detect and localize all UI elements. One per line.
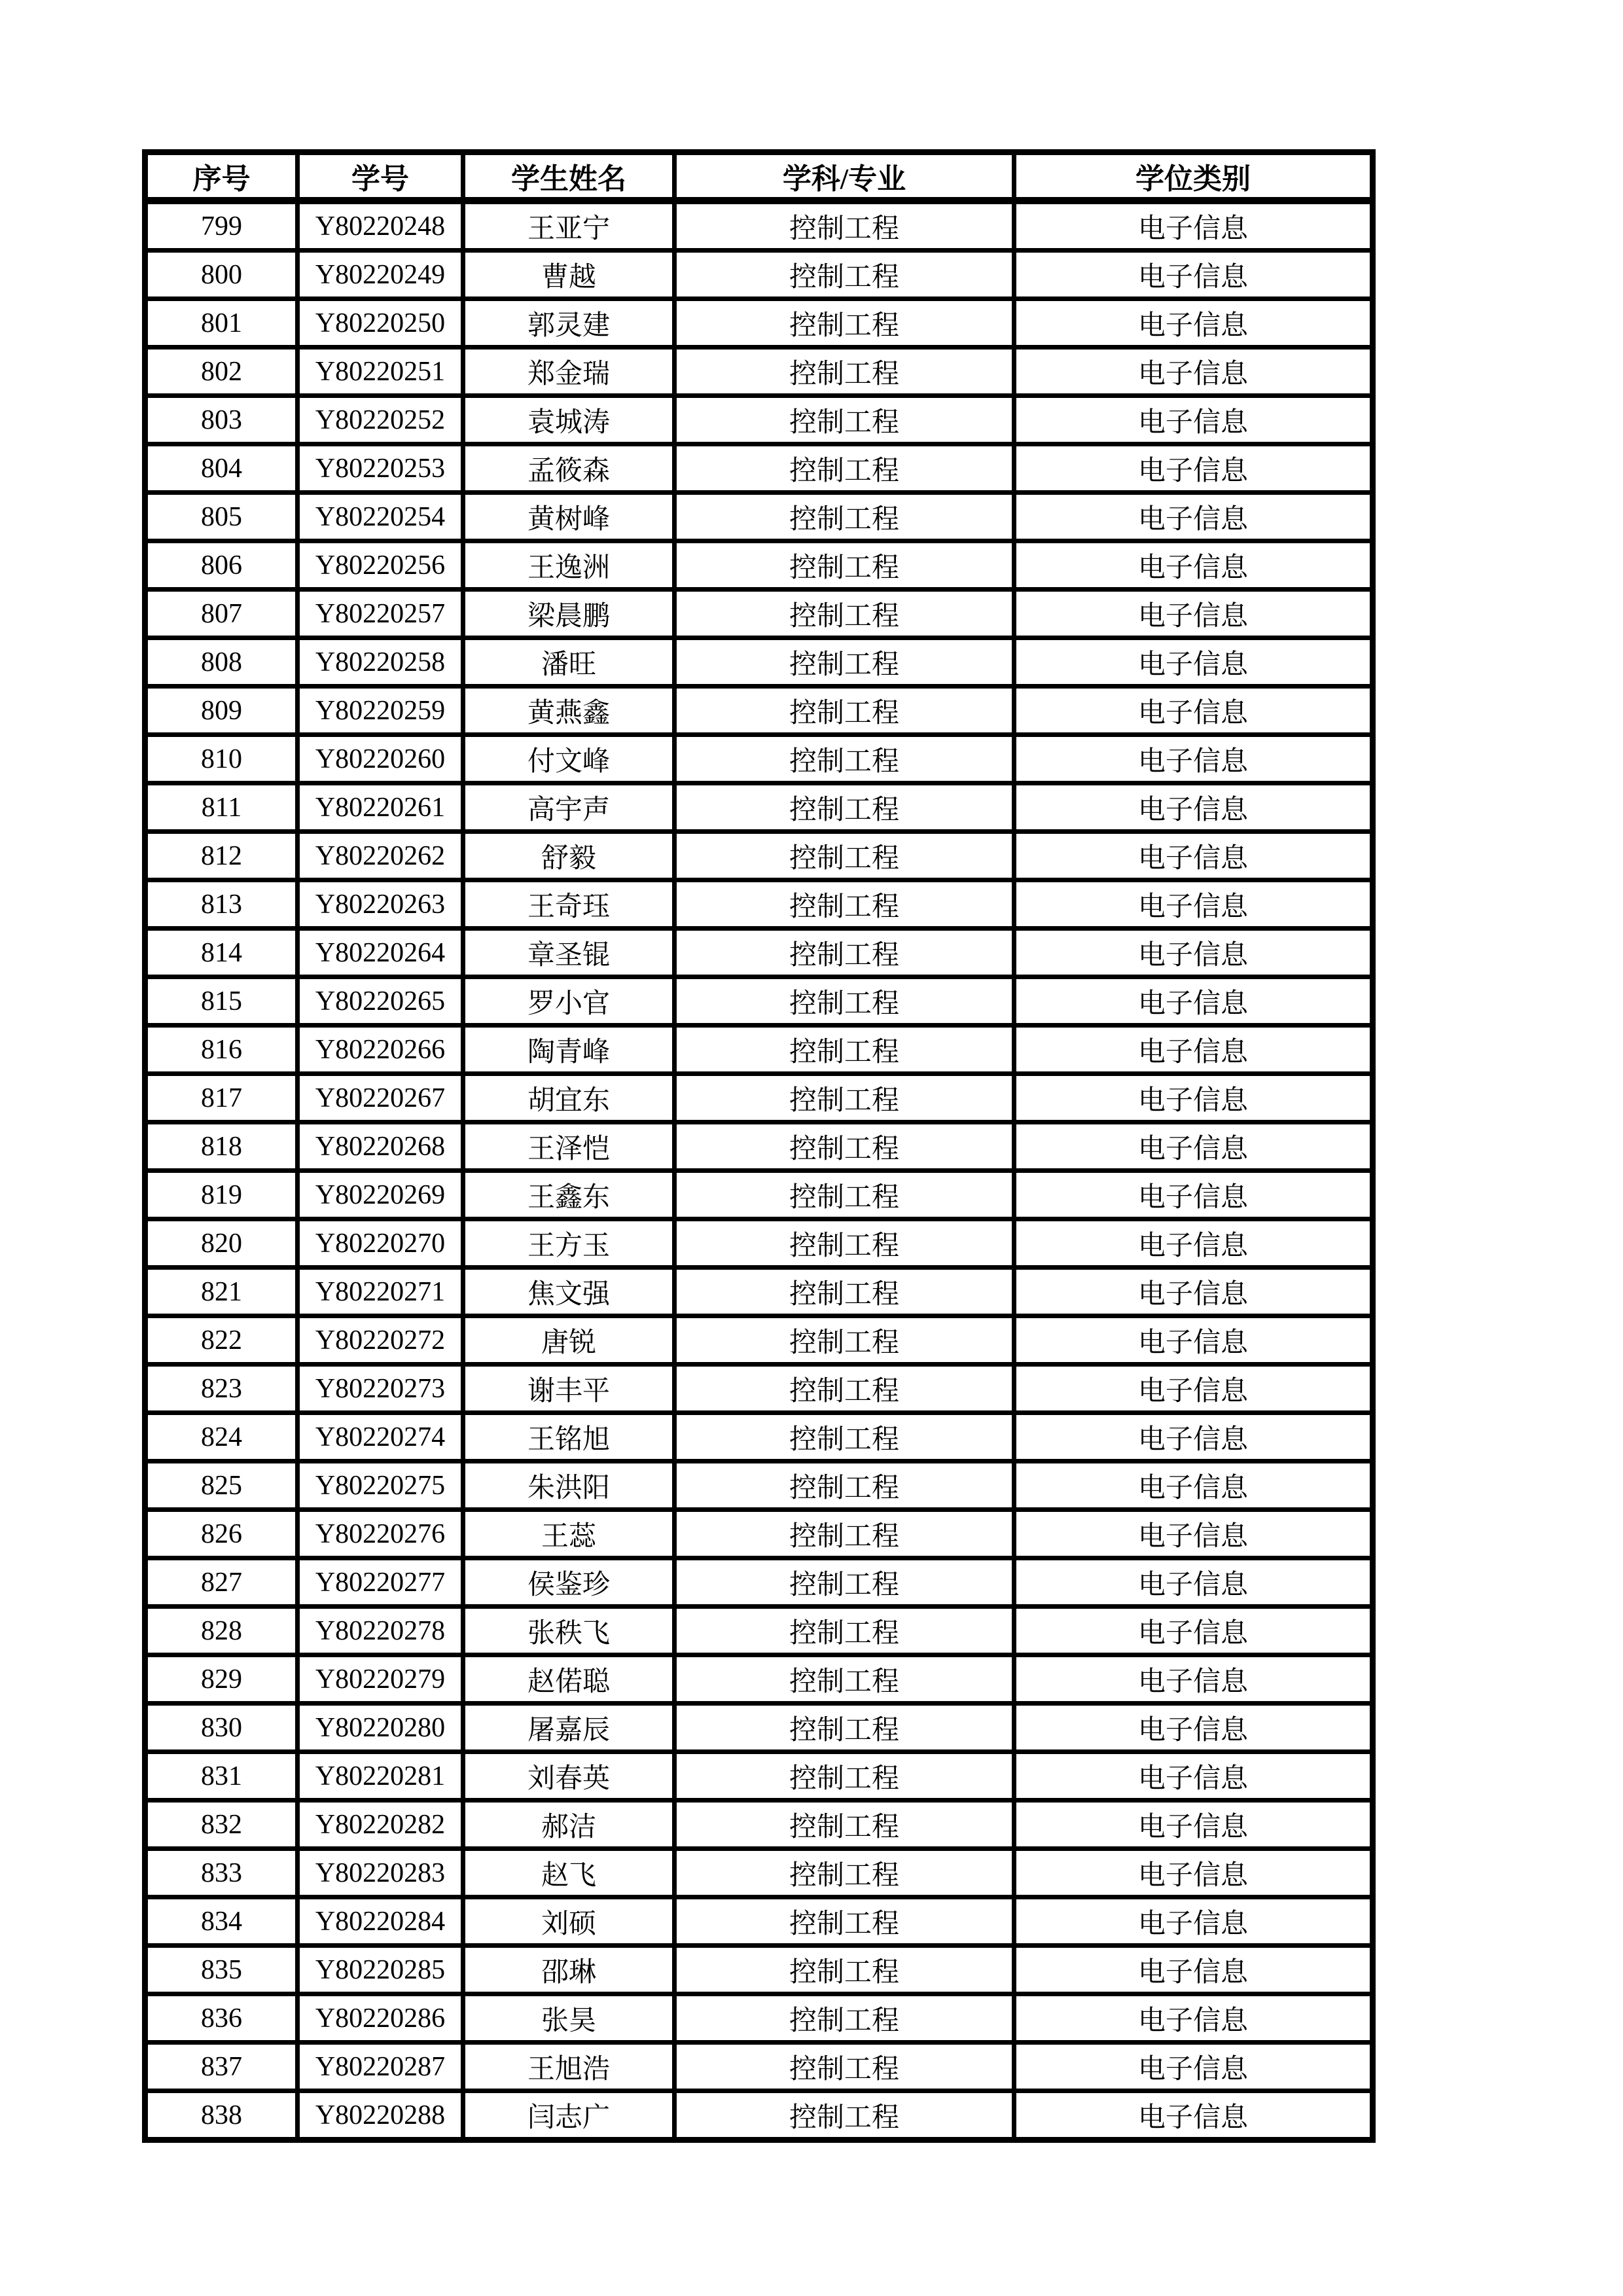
major-cell: 控制工程 [675,493,1014,541]
major-cell: 控制工程 [675,396,1014,444]
student-id-cell: Y80220270 [298,1219,463,1268]
degree-type-cell: 电子信息 [1014,1752,1373,1801]
row-index-cell: 807 [145,590,298,638]
degree-type-cell: 电子信息 [1014,1219,1373,1268]
major-cell: 控制工程 [675,1026,1014,1074]
student-id-cell: Y80220271 [298,1268,463,1316]
degree-type-cell: 电子信息 [1014,1897,1373,1946]
major-cell: 控制工程 [675,590,1014,638]
row-index-cell: 811 [145,783,298,832]
major-cell: 控制工程 [675,299,1014,348]
major-cell: 控制工程 [675,977,1014,1026]
degree-type-cell: 电子信息 [1014,251,1373,299]
student-id-cell: Y80220287 [298,2043,463,2091]
row-index-cell: 826 [145,1510,298,1558]
student-name-cell: 王方玉 [463,1219,675,1268]
degree-type-cell: 电子信息 [1014,638,1373,687]
table-row [145,1655,1373,1704]
table-row [145,832,1373,880]
table-row [145,2091,1373,2140]
row-index-cell: 828 [145,1607,298,1655]
major-cell: 控制工程 [675,2091,1014,2140]
student-name-cell: 闫志广 [463,2091,675,2140]
major-cell: 控制工程 [675,783,1014,832]
student-name-cell: 侯鉴珍 [463,1558,675,1607]
student-name-cell: 唐锐 [463,1316,675,1365]
major-cell: 控制工程 [675,1704,1014,1752]
student-id-cell: Y80220283 [298,1849,463,1897]
row-index-cell: 815 [145,977,298,1026]
row-index-cell: 836 [145,1994,298,2043]
degree-type-cell: 电子信息 [1014,929,1373,977]
table-row [145,1897,1373,1946]
table-row [145,348,1373,396]
student-name-cell: 黄燕鑫 [463,687,675,735]
major-cell: 控制工程 [675,1752,1014,1801]
table-row [145,1268,1373,1316]
student-name-cell: 刘硕 [463,1897,675,1946]
row-index-cell: 821 [145,1268,298,1316]
major-cell: 控制工程 [675,1171,1014,1219]
student-name-cell: 王旭浩 [463,2043,675,2091]
major-cell: 控制工程 [675,1122,1014,1171]
student-name-cell: 胡宜东 [463,1074,675,1122]
row-index-cell: 827 [145,1558,298,1607]
degree-type-cell: 电子信息 [1014,1171,1373,1219]
degree-type-cell: 电子信息 [1014,1365,1373,1413]
student-id-cell: Y80220275 [298,1462,463,1510]
student-id-cell: Y80220280 [298,1704,463,1752]
student-name-cell: 郭灵建 [463,299,675,348]
degree-type-cell: 电子信息 [1014,1074,1373,1122]
major-cell: 控制工程 [675,1801,1014,1849]
table-row [145,929,1373,977]
degree-type-cell: 电子信息 [1014,687,1373,735]
table-row [145,1849,1373,1897]
header-row [145,152,1373,201]
student-id-cell: Y80220279 [298,1655,463,1704]
row-index-cell: 804 [145,444,298,493]
table-row [145,1510,1373,1558]
row-index-cell: 814 [145,929,298,977]
student-name-cell: 孟筱森 [463,444,675,493]
student-id-cell: Y80220264 [298,929,463,977]
table-row [145,735,1373,783]
row-index-cell: 800 [145,251,298,299]
student-name-cell: 王泽恺 [463,1122,675,1171]
student-id-cell: Y80220261 [298,783,463,832]
column-header-student-name: 学生姓名 [463,152,675,201]
student-name-cell: 王亚宁 [463,201,675,251]
student-id-cell: Y80220272 [298,1316,463,1365]
degree-type-cell: 电子信息 [1014,832,1373,880]
table-row [145,201,1373,251]
student-id-cell: Y80220262 [298,832,463,880]
degree-type-cell: 电子信息 [1014,1704,1373,1752]
table-row [145,299,1373,348]
degree-type-cell: 电子信息 [1014,396,1373,444]
row-index-cell: 813 [145,880,298,929]
table-row [145,1171,1373,1219]
degree-type-cell: 电子信息 [1014,2043,1373,2091]
column-header-student-id: 学号 [298,152,463,201]
student-name-cell: 张昊 [463,1994,675,2043]
major-cell: 控制工程 [675,251,1014,299]
table-row [145,1122,1373,1171]
row-index-cell: 831 [145,1752,298,1801]
student-name-cell: 高宇声 [463,783,675,832]
major-cell: 控制工程 [675,1849,1014,1897]
student-id-cell: Y80220273 [298,1365,463,1413]
table-row [145,2043,1373,2091]
student-name-cell: 陶青峰 [463,1026,675,1074]
table-row [145,1316,1373,1365]
student-name-cell: 王蕊 [463,1510,675,1558]
student-name-cell: 章圣锟 [463,929,675,977]
major-cell: 控制工程 [675,687,1014,735]
row-index-cell: 810 [145,735,298,783]
row-index-cell: 812 [145,832,298,880]
major-cell: 控制工程 [675,541,1014,590]
student-id-cell: Y80220259 [298,687,463,735]
major-cell: 控制工程 [675,735,1014,783]
major-cell: 控制工程 [675,880,1014,929]
row-index-cell: 805 [145,493,298,541]
student-name-cell: 黄树峰 [463,493,675,541]
student-id-cell: Y80220251 [298,348,463,396]
student-id-cell: Y80220269 [298,1171,463,1219]
table-row [145,783,1373,832]
student-id-cell: Y80220274 [298,1413,463,1462]
degree-type-cell: 电子信息 [1014,1510,1373,1558]
row-index-cell: 820 [145,1219,298,1268]
degree-type-cell: 电子信息 [1014,541,1373,590]
degree-type-cell: 电子信息 [1014,444,1373,493]
degree-type-cell: 电子信息 [1014,735,1373,783]
student-id-cell: Y80220284 [298,1897,463,1946]
major-cell: 控制工程 [675,1558,1014,1607]
column-header-degree-type: 学位类别 [1014,152,1373,201]
student-id-cell: Y80220257 [298,590,463,638]
degree-type-cell: 电子信息 [1014,1316,1373,1365]
major-cell: 控制工程 [675,1413,1014,1462]
degree-type-cell: 电子信息 [1014,1801,1373,1849]
row-index-cell: 832 [145,1801,298,1849]
table-row [145,444,1373,493]
student-id-cell: Y80220286 [298,1994,463,2043]
major-cell: 控制工程 [675,348,1014,396]
student-id-cell: Y80220277 [298,1558,463,1607]
student-name-cell: 郝洁 [463,1801,675,1849]
table-row [145,1413,1373,1462]
major-cell: 控制工程 [675,201,1014,251]
student-id-cell: Y80220250 [298,299,463,348]
degree-type-cell: 电子信息 [1014,1558,1373,1607]
table-row [145,1558,1373,1607]
degree-type-cell: 电子信息 [1014,590,1373,638]
degree-type-cell: 电子信息 [1014,1122,1373,1171]
table-row [145,1462,1373,1510]
row-index-cell: 835 [145,1946,298,1994]
row-index-cell: 823 [145,1365,298,1413]
major-cell: 控制工程 [675,1510,1014,1558]
row-index-cell: 818 [145,1122,298,1171]
student-name-cell: 邵琳 [463,1946,675,1994]
table-body [145,201,1373,2140]
degree-type-cell: 电子信息 [1014,1994,1373,2043]
student-id-cell: Y80220276 [298,1510,463,1558]
degree-type-cell: 电子信息 [1014,1413,1373,1462]
major-cell: 控制工程 [675,929,1014,977]
row-index-cell: 833 [145,1849,298,1897]
major-cell: 控制工程 [675,1994,1014,2043]
table-row [145,1752,1373,1801]
student-id-cell: Y80220256 [298,541,463,590]
major-cell: 控制工程 [675,1462,1014,1510]
table-row [145,590,1373,638]
row-index-cell: 799 [145,201,298,251]
major-cell: 控制工程 [675,832,1014,880]
student-name-cell: 赵飞 [463,1849,675,1897]
student-id-cell: Y80220278 [298,1607,463,1655]
student-id-cell: Y80220267 [298,1074,463,1122]
student-name-cell: 屠嘉辰 [463,1704,675,1752]
degree-type-cell: 电子信息 [1014,880,1373,929]
student-id-cell: Y80220258 [298,638,463,687]
row-index-cell: 803 [145,396,298,444]
row-index-cell: 830 [145,1704,298,1752]
table-row [145,880,1373,929]
student-name-cell: 梁晨鹏 [463,590,675,638]
row-index-cell: 837 [145,2043,298,2091]
student-id-cell: Y80220254 [298,493,463,541]
degree-type-cell: 电子信息 [1014,977,1373,1026]
degree-type-cell: 电子信息 [1014,1462,1373,1510]
student-name-cell: 王奇珏 [463,880,675,929]
student-name-cell: 张秩飞 [463,1607,675,1655]
table-row [145,1704,1373,1752]
degree-type-cell: 电子信息 [1014,1607,1373,1655]
row-index-cell: 822 [145,1316,298,1365]
major-cell: 控制工程 [675,638,1014,687]
student-name-cell: 谢丰平 [463,1365,675,1413]
student-name-cell: 焦文强 [463,1268,675,1316]
major-cell: 控制工程 [675,1074,1014,1122]
table-row [145,251,1373,299]
degree-type-cell: 电子信息 [1014,1849,1373,1897]
table-row [145,1219,1373,1268]
degree-type-cell: 电子信息 [1014,1946,1373,1994]
table-row [145,977,1373,1026]
degree-type-cell: 电子信息 [1014,1655,1373,1704]
major-cell: 控制工程 [675,1946,1014,1994]
student-id-cell: Y80220285 [298,1946,463,1994]
student-id-cell: Y80220248 [298,201,463,251]
major-cell: 控制工程 [675,1897,1014,1946]
table-row [145,638,1373,687]
column-header-major: 学科/专业 [675,152,1014,201]
student-name-cell: 王铭旭 [463,1413,675,1462]
student-roster-table [142,149,1376,2143]
student-name-cell: 刘春英 [463,1752,675,1801]
major-cell: 控制工程 [675,1219,1014,1268]
column-header-row-index: 序号 [145,152,298,201]
student-id-cell: Y80220252 [298,396,463,444]
student-id-cell: Y80220263 [298,880,463,929]
row-index-cell: 816 [145,1026,298,1074]
row-index-cell: 801 [145,299,298,348]
student-name-cell: 舒毅 [463,832,675,880]
table-row [145,1946,1373,1994]
row-index-cell: 834 [145,1897,298,1946]
table-row [145,1801,1373,1849]
major-cell: 控制工程 [675,1655,1014,1704]
degree-type-cell: 电子信息 [1014,1026,1373,1074]
student-id-cell: Y80220268 [298,1122,463,1171]
degree-type-cell: 电子信息 [1014,201,1373,251]
major-cell: 控制工程 [675,1365,1014,1413]
row-index-cell: 824 [145,1413,298,1462]
student-name-cell: 郑金瑞 [463,348,675,396]
major-cell: 控制工程 [675,1316,1014,1365]
table-row [145,493,1373,541]
student-name-cell: 付文峰 [463,735,675,783]
major-cell: 控制工程 [675,1268,1014,1316]
table-row [145,541,1373,590]
student-name-cell: 曹越 [463,251,675,299]
table-row [145,1074,1373,1122]
row-index-cell: 808 [145,638,298,687]
table-row [145,687,1373,735]
student-name-cell: 罗小官 [463,977,675,1026]
row-index-cell: 825 [145,1462,298,1510]
student-id-cell: Y80220260 [298,735,463,783]
student-id-cell: Y80220265 [298,977,463,1026]
degree-type-cell: 电子信息 [1014,783,1373,832]
row-index-cell: 819 [145,1171,298,1219]
table-row [145,1607,1373,1655]
row-index-cell: 802 [145,348,298,396]
student-name-cell: 潘旺 [463,638,675,687]
table-row [145,396,1373,444]
student-name-cell: 朱洪阳 [463,1462,675,1510]
student-name-cell: 王鑫东 [463,1171,675,1219]
degree-type-cell: 电子信息 [1014,2091,1373,2140]
student-name-cell: 袁城涛 [463,396,675,444]
row-index-cell: 817 [145,1074,298,1122]
table-row [145,1994,1373,2043]
major-cell: 控制工程 [675,1607,1014,1655]
degree-type-cell: 电子信息 [1014,299,1373,348]
student-id-cell: Y80220266 [298,1026,463,1074]
student-id-cell: Y80220281 [298,1752,463,1801]
major-cell: 控制工程 [675,2043,1014,2091]
table-row [145,1365,1373,1413]
student-name-cell: 王逸洲 [463,541,675,590]
student-id-cell: Y80220288 [298,2091,463,2140]
major-cell: 控制工程 [675,444,1014,493]
student-id-cell: Y80220249 [298,251,463,299]
row-index-cell: 838 [145,2091,298,2140]
row-index-cell: 809 [145,687,298,735]
row-index-cell: 829 [145,1655,298,1704]
table-row [145,1026,1373,1074]
row-index-cell: 806 [145,541,298,590]
student-id-cell: Y80220253 [298,444,463,493]
student-name-cell: 赵偌聪 [463,1655,675,1704]
degree-type-cell: 电子信息 [1014,1268,1373,1316]
student-id-cell: Y80220282 [298,1801,463,1849]
degree-type-cell: 电子信息 [1014,348,1373,396]
degree-type-cell: 电子信息 [1014,493,1373,541]
